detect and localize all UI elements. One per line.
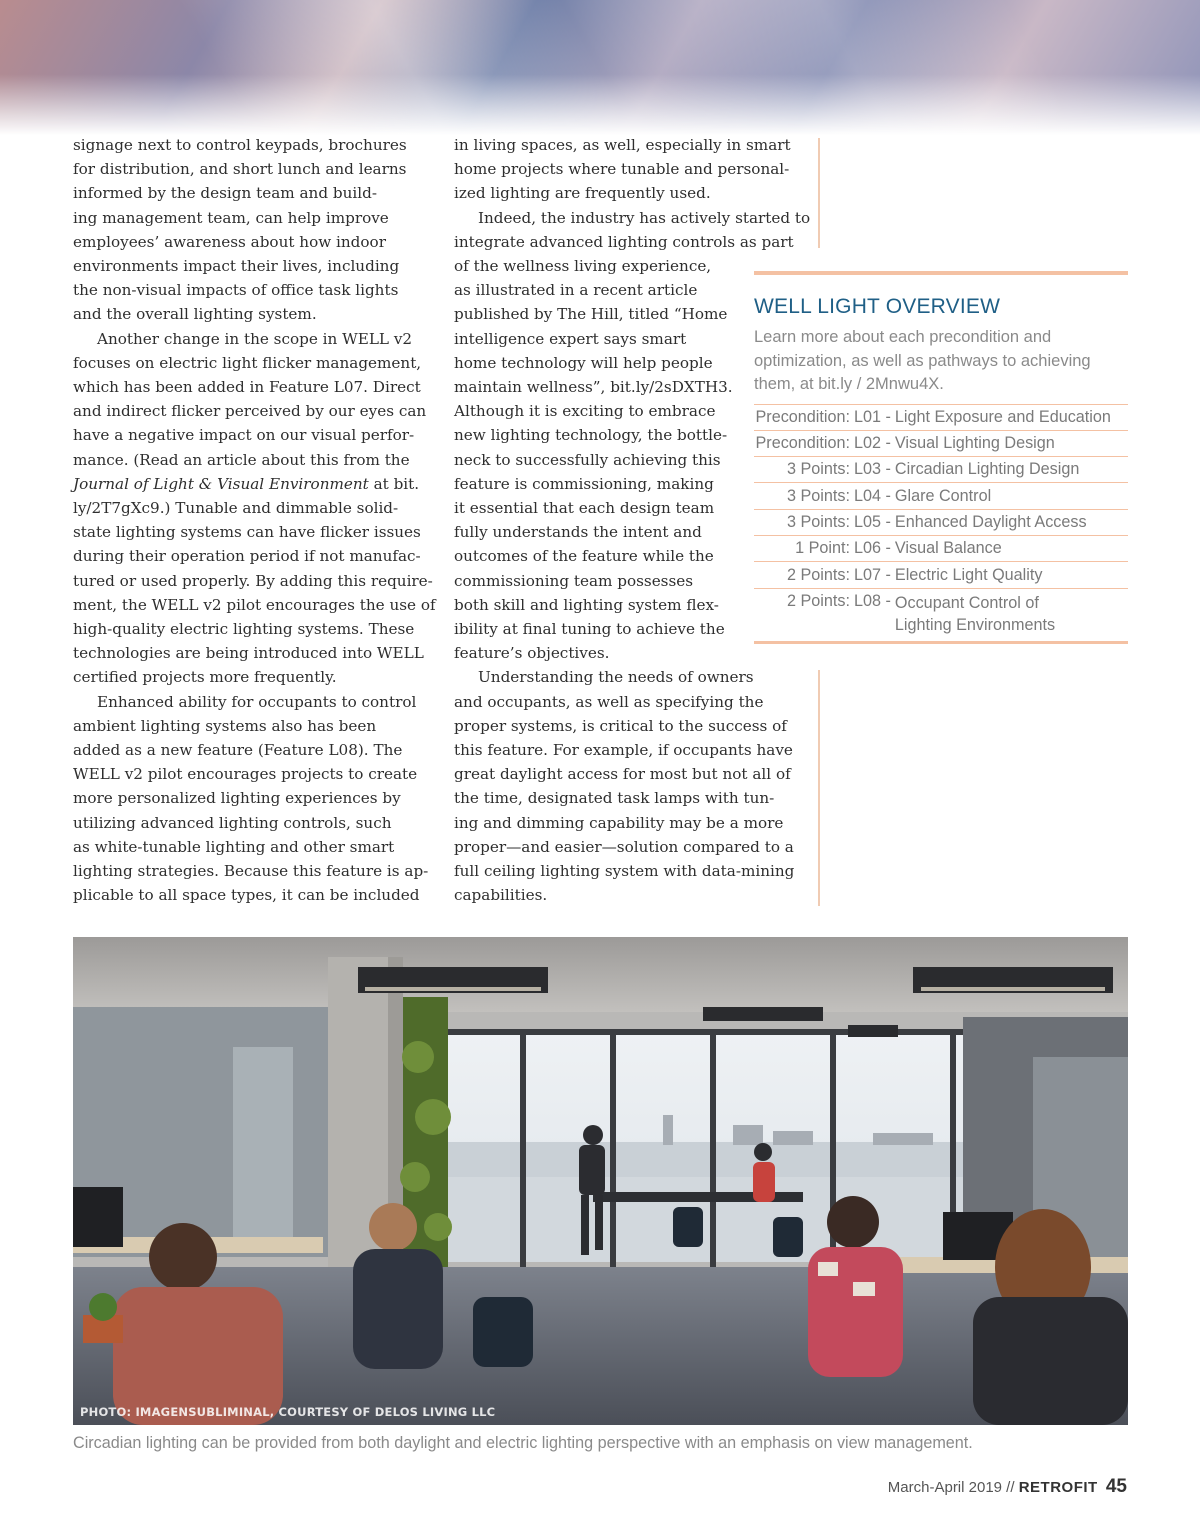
text-line: outcomes of the feature while the [454, 547, 714, 566]
text-line: Enhanced ability for occupants to control [97, 692, 417, 711]
feature-code: L07 - [854, 565, 891, 584]
text-line: ly/2T7gXc9.) Tunable and dimmable solid- [73, 499, 399, 518]
text-line: ized lighting are frequently used. [454, 184, 711, 203]
text-line: published by The Hill, titled “Home [454, 305, 728, 324]
text-line: and occupants, as well as specifying the [454, 692, 764, 711]
feature-code: L04 - [854, 486, 891, 505]
text-line: proper—and easier—solution compared to a [454, 837, 794, 856]
text-line: ment, the WELL v2 pilot encourages the use of [73, 595, 436, 614]
photo-caption: Circadian lighting can be provided from both daylight and electric lighting perspective with an emphasis on view management. [73, 1434, 973, 1452]
feature-row [754, 589, 1128, 644]
feature-code: L08 - [854, 591, 891, 610]
text-line: lighting strategies. Because this feature is ap- [73, 862, 429, 881]
feature-code: L03 - [854, 460, 891, 479]
text-line: tured or used properly. By adding this require- [73, 571, 433, 590]
text-line: during their operation period if not manufac- [73, 547, 421, 566]
text-line: home technology will help people [454, 353, 713, 372]
text-line: proper systems, is critical to the success of [454, 716, 787, 735]
text-line: of the wellness living experience, [454, 257, 712, 276]
photo-credit: PHOTO: IMAGENSUBLIMINAL, COURTESY OF DELOS LIVING LLC [80, 1405, 496, 1419]
text-line: integrate advanced lighting controls as part [454, 232, 794, 251]
text-line: technologies are being introduced into WELL [73, 644, 424, 663]
feature-points: Precondition: [755, 434, 850, 453]
feature-points: 2 Points: [787, 591, 850, 610]
feature-name: Electric Light Quality [894, 565, 1043, 584]
text-line: environments impact their lives, including [73, 257, 400, 276]
text-line: have a negative impact on our visual perfor- [73, 426, 415, 445]
col1-paragraph-2 [73, 327, 436, 690]
feature-row [754, 483, 1128, 509]
feature-list [754, 404, 1128, 644]
feature-points: 3 Points: [787, 513, 850, 532]
feature-name: Occupant Control of [894, 593, 1039, 612]
text-line: and the overall lighting system. [73, 305, 317, 324]
article-column-2 [454, 133, 811, 908]
text-fragment: at bit. [368, 474, 420, 493]
feature-code: L06 - [854, 539, 891, 558]
text-line: state lighting systems can have flicker issues [73, 523, 421, 542]
text-line: maintain wellness”, bit.ly/2sDXTH3. [454, 378, 733, 397]
feature-points: 1 Point: [795, 539, 850, 558]
text-line: for distribution, and short lunch and learns [73, 160, 407, 179]
text-line: Indeed, the industry has actively started to [478, 208, 811, 227]
text-line: high-quality electric lighting systems. These [73, 620, 415, 639]
text-line: and indirect flicker perceived by our eyes can [73, 402, 427, 421]
feature-code: L02 - [854, 434, 891, 453]
sidebar-rule-lower [818, 670, 820, 906]
col1-paragraph-3 [73, 690, 429, 908]
text-line: ing and dimming capability may be a more [454, 813, 784, 832]
text-line: new lighting technology, the bottle- [454, 426, 728, 445]
feature-name-continued: Lighting Environments [894, 615, 1056, 634]
text-line: commissioning team possesses [454, 571, 694, 590]
col2-paragraph-2 [454, 206, 811, 666]
text-line [73, 472, 423, 496]
text-line: home projects where tunable and personal- [454, 160, 790, 179]
magazine-name: RETROFIT [1018, 1479, 1098, 1496]
text-line: added as a new feature (Feature L08). The [73, 741, 403, 760]
well-light-overview-box [754, 271, 1128, 644]
office-photo [73, 937, 1128, 1425]
office-photo-illustration [73, 937, 1128, 1425]
feature-row [754, 405, 1128, 431]
feature-name-block [891, 592, 1055, 636]
text-line: Although it is exciting to embrace [454, 402, 716, 421]
header-banner [0, 0, 1200, 135]
text-line: plicable to all space types, it can be included [73, 886, 420, 905]
text-line: signage next to control keypads, brochures [73, 136, 407, 154]
feature-row [754, 431, 1128, 457]
col1-paragraph-1 [73, 133, 423, 327]
feature-name: Circadian Lighting Design [894, 460, 1080, 479]
feature-row [754, 562, 1128, 588]
text-line: ibility at final tuning to achieve the [454, 620, 725, 639]
feature-row [754, 510, 1128, 536]
col2-paragraph-1 [454, 133, 804, 206]
feature-name: Visual Balance [894, 539, 1002, 558]
feature-name: Visual Lighting Design [894, 434, 1055, 453]
journal-title: Journal of Light & Visual Environment [73, 474, 369, 493]
page-number: 45 [1105, 1476, 1127, 1497]
feature-name: Light Exposure and Education [894, 407, 1111, 426]
text-line: employees’ awareness about how indoor [73, 232, 386, 251]
text-line: Another change in the scope in WELL v2 [97, 329, 413, 348]
text-line: utilizing advanced lighting controls, such [73, 813, 392, 832]
feature-name: Enhanced Daylight Access [894, 513, 1087, 532]
text-line: ambient lighting systems also has been [73, 716, 377, 735]
text-line: ing management team, can help improve [73, 208, 389, 227]
feature-points: 3 Points: [787, 486, 850, 505]
text-line: fully understands the intent and [454, 523, 702, 542]
sidebar-title: WELL LIGHT OVERVIEW [754, 295, 1001, 318]
feature-points: Precondition: [755, 407, 850, 426]
text-line: as illustrated in a recent article [454, 281, 698, 300]
feature-row [754, 457, 1128, 483]
page-footer [888, 1476, 1127, 1498]
article-column-1 [73, 133, 436, 908]
text-line: mance. (Read an article about this from the [73, 450, 410, 469]
text-line: both skill and lighting system flex- [454, 595, 719, 614]
text-line: Understanding the needs of owners [478, 668, 754, 687]
text-line: the time, designated task lamps with tun- [454, 789, 775, 808]
text-line: neck to successfully achieving this [454, 450, 721, 469]
col2-paragraph-3 [454, 665, 804, 907]
text-line: informed by the design team and build- [73, 184, 377, 203]
feature-row [754, 536, 1128, 562]
issue-date: March-April 2019 // [887, 1479, 1015, 1496]
text-line: more personalized lighting experiences by [73, 789, 401, 808]
text-line: in living spaces, as well, especially in smart [454, 136, 791, 154]
text-line: WELL v2 pilot encourages projects to create [73, 765, 418, 784]
text-line: as white-tunable lighting and other smart [73, 837, 395, 856]
feature-points: 2 Points: [787, 565, 850, 584]
text-line: feature’s objectives. [454, 644, 610, 663]
text-line: full ceiling lighting system with data-mining [454, 862, 795, 881]
text-line: focuses on electric light flicker management, [73, 353, 422, 372]
text-line: intelligence expert says smart [454, 329, 687, 348]
text-line: this feature. For example, if occupants have [454, 741, 793, 760]
text-line: great daylight access for most but not all of [454, 765, 791, 784]
sidebar-rule-upper [818, 138, 820, 248]
text-line: certified projects more frequently. [73, 668, 337, 687]
text-line: capabilities. [454, 886, 548, 905]
sidebar-description: Learn more about each precondition and optimization, as well as pathways to achieving them, at bit.ly / 2Mnwu4X. [754, 328, 1091, 393]
feature-code: L05 - [854, 513, 891, 532]
sidebar-top-rule [754, 271, 1128, 275]
feature-code: L01 - [854, 407, 891, 426]
text-line: it essential that each design team [454, 499, 715, 518]
text-line: the non-visual impacts of office task lights [73, 281, 399, 300]
feature-points: 3 Points: [787, 460, 850, 479]
feature-name: Glare Control [894, 486, 992, 505]
text-line: feature is commissioning, making [454, 474, 714, 493]
text-line: which has been added in Feature L07. Direct [73, 378, 421, 397]
